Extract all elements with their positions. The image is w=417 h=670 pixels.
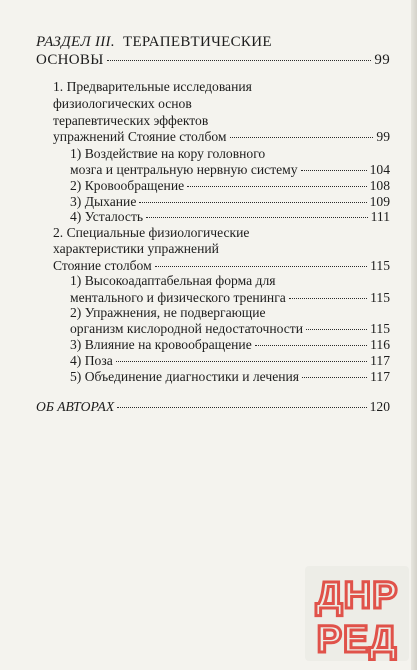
dot-leader <box>301 170 367 171</box>
page-number: 111 <box>370 209 390 224</box>
toc-entry-2-2[interactable] <box>70 321 390 337</box>
section-label: РАЗДЕЛ III. <box>36 34 115 50</box>
page-number: 109 <box>369 194 390 209</box>
page-number: 115 <box>370 290 390 305</box>
subitem-title: 3) Влияние на кровообращение <box>70 337 252 352</box>
dot-leader <box>155 266 367 267</box>
subitem-title: 2) Кровообращение <box>70 178 185 193</box>
toc-entry-1-1[interactable] <box>70 162 390 178</box>
page-number: 108 <box>369 178 390 193</box>
page-number: 99 <box>376 129 390 144</box>
subitem-title: 3) Дыхание <box>70 194 137 209</box>
subitem-title: 2) Упражнения, не подвергающие <box>70 305 266 320</box>
subitem-title: мозга и центральную нервную систему <box>70 162 298 177</box>
toc-entry-2-4[interactable] <box>70 353 390 369</box>
section-title-cont: ОСНОВЫ <box>36 52 104 68</box>
dot-leader <box>306 329 367 330</box>
chapter-title: терапевтических эффектов <box>53 113 209 128</box>
toc-entry-1-2[interactable] <box>70 178 390 194</box>
chapter-title: Стояние столбом <box>53 258 152 273</box>
page-number: 115 <box>370 258 390 273</box>
subitem-title: 1) Воздействие на кору головного <box>70 146 266 161</box>
toc-entry-1-4[interactable] <box>70 209 390 225</box>
section-heading <box>36 34 272 50</box>
page-number: 104 <box>369 162 390 177</box>
dot-leader <box>146 217 368 218</box>
dot-leader <box>302 377 367 378</box>
dot-leader <box>117 407 366 408</box>
toc-entry-chapter1[interactable] <box>53 129 390 145</box>
dot-leader <box>255 345 367 346</box>
dot-leader <box>116 361 367 362</box>
chapter-title: 2. Специальные физиологические <box>53 225 250 240</box>
dot-leader <box>187 186 366 187</box>
dot-leader <box>107 60 372 61</box>
subitem-title: 4) Усталость <box>70 209 144 224</box>
page-number: 116 <box>370 337 390 352</box>
chapter-title: физиологических основ <box>53 96 192 111</box>
watermark-logo <box>305 566 409 661</box>
dot-leader <box>230 137 374 138</box>
subitem-title: ментального и физического тренинга <box>70 290 286 305</box>
toc-entry-2-1[interactable] <box>70 290 390 306</box>
subitem-title: 5) Объединение диагностики и лечения <box>70 369 300 384</box>
svg-text:РЕД: РЕД <box>316 619 398 661</box>
chapter-title: упражнений Стояние столбом <box>53 129 227 144</box>
section-title: ТЕРАПЕВТИЧЕСКИЕ <box>123 34 272 50</box>
page-number: 115 <box>370 321 390 336</box>
toc-entry-1-3[interactable] <box>70 194 390 210</box>
toc-entry-2-3[interactable] <box>70 337 390 353</box>
authors-label: ОБ АВТОРАХ <box>36 399 115 414</box>
page-number: 117 <box>370 353 390 368</box>
subitem-title: 1) Высокоадаптабельная форма для <box>70 273 276 288</box>
subitem-title: 4) Поза <box>70 353 113 368</box>
toc-entry-chapter2[interactable] <box>53 258 390 274</box>
chapter-title: 1. Предварительные исследования <box>53 79 252 94</box>
dot-leader <box>289 298 367 299</box>
chapter-title: характеристики упражнений <box>53 241 219 256</box>
toc-entry-2-5[interactable] <box>70 369 390 385</box>
page-number: 99 <box>374 52 390 68</box>
subitem-title: организм кислородной недостаточности <box>70 321 303 336</box>
page-number: 120 <box>369 399 390 414</box>
svg-text:ДНР: ДНР <box>315 575 399 617</box>
toc-entry-authors[interactable] <box>36 399 390 415</box>
page-number: 117 <box>370 369 390 384</box>
dot-leader <box>139 202 366 203</box>
toc-entry-section3[interactable] <box>36 52 390 68</box>
